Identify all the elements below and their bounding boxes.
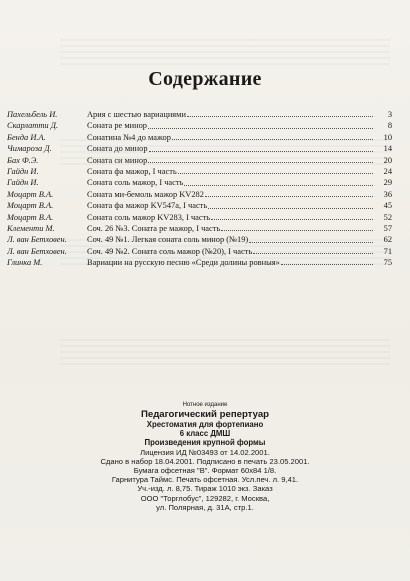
- toc-work: [87, 109, 374, 120]
- toc-leader-dots: [184, 177, 373, 185]
- toc-work-title: Соната ре минор: [87, 121, 147, 131]
- toc-page-number: 62: [383, 235, 392, 245]
- toc-page-number: 29: [383, 178, 392, 188]
- toc-work: [87, 166, 374, 177]
- toc-work: [87, 212, 374, 223]
- toc-work-title: Вариации на русскую песню «Среди долины ровныя»: [87, 258, 280, 268]
- toc-work: [87, 155, 374, 166]
- toc-author: Бенда И.А.: [7, 132, 46, 142]
- toc-page-number: 3: [387, 110, 392, 119]
- toc-work-title: Ария с шестью вариациями: [87, 110, 186, 119]
- toc-work: [87, 257, 374, 268]
- toc-row: [7, 177, 392, 188]
- toc-work: [87, 189, 374, 200]
- toc-work: [87, 200, 374, 211]
- toc-work-title: Соната си минор: [87, 155, 148, 165]
- toc-work-title: Соната соль мажор KV283, I часть: [87, 212, 211, 222]
- dates-line: Сдано в набор 18.04.2001. Подписано в печать 23.05.2001.: [100, 456, 310, 466]
- toc-author: Гайдн И.: [7, 178, 39, 188]
- toc-author: Пахельбель И.: [7, 110, 58, 119]
- toc-page-number: 14: [383, 144, 392, 154]
- toc-work-title: Соч. 26 №3. Соната ре мажор, I часть: [87, 223, 221, 233]
- toc-row: [7, 166, 392, 177]
- toc-work-title: Сонатина №4 до мажор: [87, 132, 171, 142]
- toc-row: [7, 234, 392, 245]
- toc-page-number: 45: [383, 201, 392, 211]
- toc-row: [7, 223, 392, 234]
- toc-leader-dots: [149, 143, 373, 151]
- toc-author: Бах Ф.Э.: [7, 155, 39, 165]
- toc-row: [7, 212, 392, 223]
- toc-leader-dots: [148, 155, 373, 163]
- series-title: Педагогический репертуар: [140, 409, 270, 420]
- toc-author: Скарлатти Д.: [7, 121, 59, 131]
- toc-leader-dots: [281, 257, 373, 265]
- toc-row: [7, 246, 392, 257]
- toc-leader-dots: [205, 189, 373, 197]
- toc-page-number: 36: [383, 189, 392, 199]
- toc-author: Моцарт В.А.: [7, 201, 54, 211]
- toc-leader-dots: [253, 246, 373, 254]
- imprint-block: [0, 401, 410, 512]
- toc-leader-dots: [178, 166, 373, 174]
- typeface-line: Гарнитура Таймс. Печать офсетная. Усл.печ. л. 9,41.: [111, 475, 299, 485]
- publisher-line: ООО "Торглобус", 129282, г. Москва,: [140, 493, 270, 503]
- toc-work: [87, 132, 374, 143]
- toc-row: [7, 257, 392, 268]
- toc-author: Чимароза Д.: [7, 144, 52, 154]
- toc-author: Гайдн И.: [7, 166, 39, 176]
- toc-work: [87, 246, 374, 257]
- toc-work-title: Соната ми-бемоль мажор KV282: [87, 189, 204, 199]
- toc-author: Клементи М.: [7, 223, 55, 233]
- toc-row: [7, 189, 392, 200]
- toc-page-number: 75: [383, 258, 392, 268]
- toc-work: [87, 143, 374, 154]
- toc-work-title: Соната соль мажор, I часть: [87, 178, 184, 188]
- toc-page-number: 20: [383, 155, 392, 165]
- toc-work: [87, 177, 374, 188]
- toc-page-number: 52: [383, 212, 392, 222]
- toc-row: [7, 155, 392, 166]
- toc-page-number: 71: [383, 246, 392, 256]
- toc-work-title: Соната фа мажор, I часть: [87, 166, 177, 176]
- toc-leader-dots: [172, 132, 373, 140]
- toc-work: [87, 120, 374, 131]
- toc-work-title: Соната фа мажор KV547a, I часть: [87, 201, 208, 211]
- toc-leader-dots: [221, 223, 373, 231]
- toc-page-number: 10: [383, 132, 392, 142]
- toc-work-title: Соната до минор: [87, 144, 148, 154]
- toc-leader-dots: [249, 234, 373, 242]
- paper-line: Бумага офсетная "В". Формат 60x84 1/8.: [133, 466, 277, 476]
- address-line: ул. Полярная, д. 31А, стр.1.: [156, 502, 254, 512]
- toc-page-number: 8: [387, 121, 392, 131]
- toc-author: Глинка М.: [7, 258, 43, 268]
- toc-leader-dots: [211, 212, 373, 220]
- table-of-contents: [7, 109, 392, 268]
- toc-work: [87, 234, 374, 245]
- toc-work-title: Соч. 49 №1. Легкая соната соль минор (№19): [87, 235, 249, 245]
- toc-row: [7, 200, 392, 211]
- toc-row: [7, 109, 392, 120]
- print-run-line: Уч.-изд. л. 8,75. Тираж 1010 экз. Заказ: [137, 484, 273, 494]
- toc-page-number: 57: [383, 223, 392, 233]
- grade-label: 6 класс ДМШ: [179, 429, 231, 439]
- toc-page-number: 24: [383, 166, 392, 176]
- toc-author: Л. ван Бетховен.: [7, 246, 67, 256]
- edition-type: Нотное издание: [182, 402, 228, 408]
- section-label: Произведения крупной формы: [144, 438, 266, 448]
- toc-author: Моцарт В.А.: [7, 189, 54, 199]
- toc-leader-dots: [208, 200, 373, 208]
- toc-leader-dots: [187, 109, 373, 117]
- toc-row: [7, 132, 392, 143]
- page-title: Содержание: [148, 68, 262, 90]
- toc-author: Моцарт В.А.: [7, 212, 54, 222]
- toc-leader-dots: [148, 120, 373, 128]
- toc-work-title: Соч. 49 №2. Соната соль мажор (№20), I часть: [87, 246, 253, 256]
- toc-work: [87, 223, 374, 234]
- book-title: Хрестоматия для фортепиано: [146, 420, 264, 429]
- toc-author: Л. ван Бетховен.: [7, 235, 67, 245]
- toc-row: [7, 143, 392, 154]
- toc-row: [7, 120, 392, 131]
- license-line: Лицензия ИД №03493 от 14.02.2001.: [140, 447, 270, 457]
